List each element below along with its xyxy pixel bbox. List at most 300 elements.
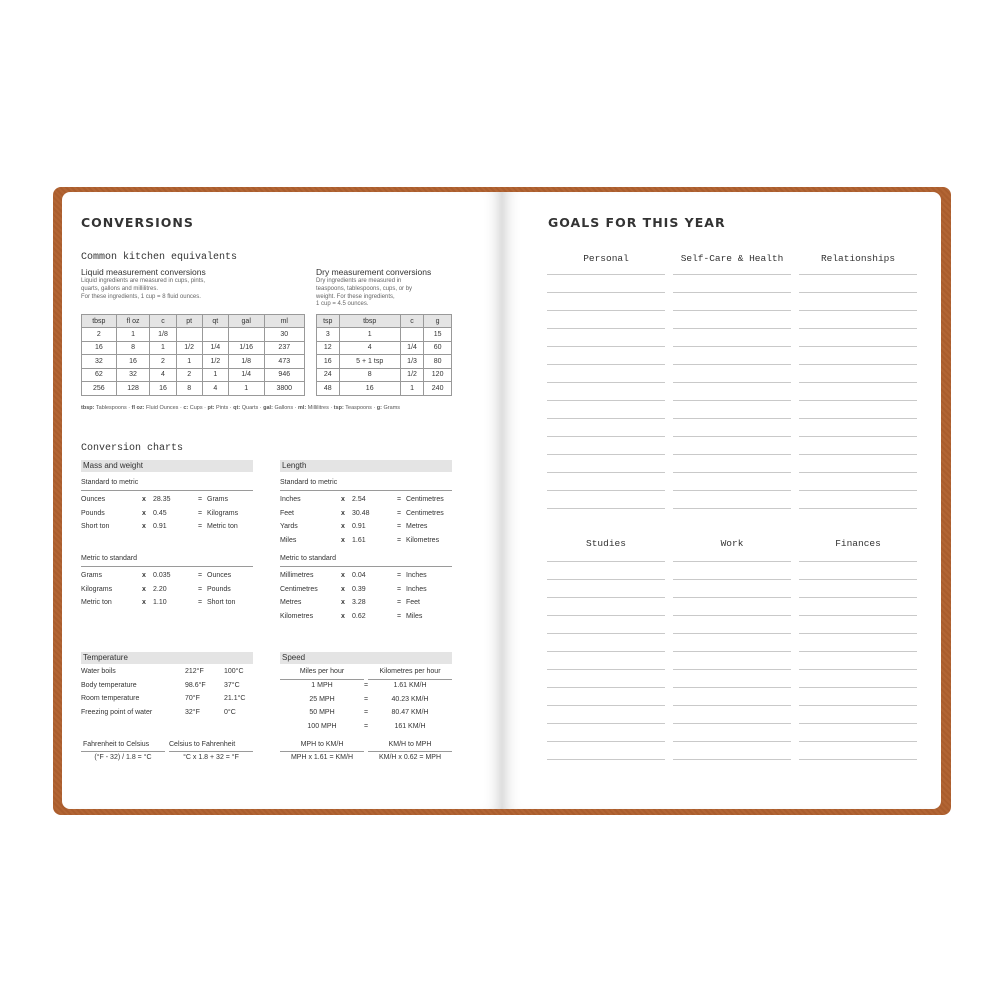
table-cell: 16 xyxy=(150,382,176,396)
note-line: Dry ingredients are measured in xyxy=(316,278,402,284)
legend-name: Grams xyxy=(382,405,401,411)
conversion-cell: Metric ton xyxy=(207,523,238,530)
goal-line[interactable] xyxy=(547,364,665,365)
speed-cell: = xyxy=(363,682,369,689)
goal-line[interactable] xyxy=(673,579,791,580)
table-cell: 1 xyxy=(228,382,264,396)
divider xyxy=(169,751,253,752)
speed-cell: 1.61 KM/H xyxy=(393,682,427,689)
legend-name: Teaspoons xyxy=(343,405,372,411)
goal-line[interactable] xyxy=(673,310,791,311)
conversion-cell: = xyxy=(397,599,402,606)
goal-line[interactable] xyxy=(673,400,791,401)
divider xyxy=(368,679,452,680)
table-cell: 1/4 xyxy=(228,368,264,382)
table-cell: 8 xyxy=(176,382,202,396)
temperature-cell: Room temperature xyxy=(81,695,140,703)
length-std-heading: Standard to metric xyxy=(280,479,338,486)
table-cell: 2 xyxy=(82,328,117,342)
goal-line[interactable] xyxy=(547,579,665,580)
conversion-cell: 30.48 xyxy=(352,509,370,517)
table-header-cell: c xyxy=(400,315,423,328)
goal-line[interactable] xyxy=(799,597,917,598)
temperature-cell: 0°C xyxy=(224,709,236,717)
table-header-cell: tbsp xyxy=(82,315,117,328)
table-cell: 24 xyxy=(317,368,340,382)
table-cell: 2 xyxy=(150,355,176,369)
table-row xyxy=(317,355,452,369)
table-cell: 48 xyxy=(317,382,340,396)
note-line: weight. For these ingredients, xyxy=(316,293,395,300)
table-row xyxy=(317,382,452,396)
note-line: For these ingredients, 1 cup = 8 fluid ounces. xyxy=(81,293,201,300)
goal-line[interactable] xyxy=(799,633,917,634)
legend-abbr: g: xyxy=(376,405,382,411)
left-page xyxy=(62,192,502,809)
table-header-cell: tbsp xyxy=(339,315,400,328)
conversion-cell: 0.62 xyxy=(352,612,366,620)
goal-line[interactable] xyxy=(799,508,917,509)
table-header-cell: c xyxy=(150,315,176,328)
goal-line[interactable] xyxy=(799,723,917,724)
goal-line[interactable] xyxy=(673,508,791,509)
conversion-cell: Short ton xyxy=(207,599,236,606)
conversion-cell: Pounds xyxy=(81,509,105,517)
divider xyxy=(280,566,452,567)
goal-line[interactable] xyxy=(673,633,791,634)
table-cell: 1 xyxy=(202,368,228,382)
table-cell: 120 xyxy=(424,368,452,382)
c2f-formula: °C x 1.8 + 32 = °F xyxy=(183,754,239,761)
table-cell: 4 xyxy=(339,341,400,355)
table-cell: 1 xyxy=(150,341,176,355)
speed-cell: = xyxy=(363,695,369,703)
goal-line[interactable] xyxy=(673,364,791,365)
table-cell: 1/2 xyxy=(202,355,228,369)
speed-cell: = xyxy=(363,709,369,717)
conversion-cell: = xyxy=(397,523,402,530)
conversion-cell: 2.54 xyxy=(352,496,366,503)
legend-separator: · xyxy=(293,405,298,411)
conversion-cell: 0.04 xyxy=(352,572,366,579)
goal-line[interactable] xyxy=(673,454,791,455)
goal-line[interactable] xyxy=(799,400,917,401)
table-header-cell: ml xyxy=(264,315,304,328)
conversion-cell: Inches xyxy=(406,572,427,579)
goal-line[interactable] xyxy=(547,508,665,509)
divider xyxy=(280,679,364,680)
table-cell xyxy=(176,328,202,342)
conversion-cell: x xyxy=(142,599,146,606)
table-cell: 1 xyxy=(116,328,150,342)
table-cell: 80 xyxy=(424,355,452,369)
goal-line[interactable] xyxy=(799,418,917,419)
goal-line[interactable] xyxy=(547,597,665,598)
goal-line[interactable] xyxy=(799,705,917,706)
goal-line[interactable] xyxy=(799,328,917,329)
f2c-formula: (°F - 32) / 1.8 = °C xyxy=(94,754,152,761)
goal-line[interactable] xyxy=(673,741,791,742)
conversion-cell: x xyxy=(341,509,345,517)
speed-heading: Speed xyxy=(280,652,452,664)
table-cell: 240 xyxy=(424,382,452,396)
goal-line[interactable] xyxy=(673,382,791,383)
conversion-cell: 0.91 xyxy=(352,523,366,530)
goal-line[interactable] xyxy=(547,687,665,688)
conversion-cell: 28.35 xyxy=(153,496,171,503)
dry-heading: Dry measurement conversions xyxy=(316,267,432,277)
table-header-cell: gal xyxy=(228,315,264,328)
liquid-heading: Liquid measurement conversions xyxy=(81,267,206,277)
conversion-cell: 0.035 xyxy=(153,572,171,579)
table-header-cell: g xyxy=(424,315,452,328)
table-cell: 1/8 xyxy=(150,328,176,342)
goal-heading-finances: Finances xyxy=(835,538,881,549)
table-row xyxy=(82,341,305,355)
m2k-heading: MPH to KM/H xyxy=(300,741,344,748)
goal-line[interactable] xyxy=(799,346,917,347)
legend-name: Gallons xyxy=(272,405,294,411)
legend-abbr: fl oz: xyxy=(131,405,145,411)
goal-line[interactable] xyxy=(547,759,665,760)
k2m-heading: KM/H to MPH xyxy=(388,741,432,748)
conversion-cell: 2.20 xyxy=(153,585,167,593)
page-title: GOALS FOR THIS YEAR xyxy=(548,215,726,230)
goal-line[interactable] xyxy=(799,436,917,437)
table-cell: 256 xyxy=(82,382,117,396)
table-cell: 12 xyxy=(317,341,340,355)
conversion-cell: 3.28 xyxy=(352,599,366,606)
conversion-cell: 1.61 xyxy=(352,536,366,544)
table-header-cell: qt xyxy=(202,315,228,328)
goal-line[interactable] xyxy=(547,472,665,473)
table-cell: 1/2 xyxy=(400,368,423,382)
table-cell: 62 xyxy=(82,368,117,382)
legend-separator: · xyxy=(371,405,377,411)
temperature-cell: Body temperature xyxy=(81,681,137,689)
table-row xyxy=(82,328,305,342)
speed-col-mph: Miles per hour xyxy=(299,668,345,675)
goal-line[interactable] xyxy=(673,328,791,329)
table-cell: 128 xyxy=(116,382,150,396)
legend-name: Tablespoons xyxy=(94,405,127,411)
conversion-cell: Kilograms xyxy=(81,585,113,593)
legend-name: Quarts xyxy=(240,405,259,411)
goal-line[interactable] xyxy=(673,274,791,275)
goal-heading-relationships: Relationships xyxy=(820,253,896,264)
note-line: Liquid ingredients are measured in cups, pints, xyxy=(81,278,206,284)
goal-line[interactable] xyxy=(547,418,665,419)
legend-name: Pints xyxy=(214,405,229,411)
goal-line[interactable] xyxy=(673,723,791,724)
table-cell xyxy=(400,328,423,342)
speed-cell: 80.47 KM/H xyxy=(391,709,429,717)
note-line: quarts, gallons and millilitres. xyxy=(81,285,159,292)
table-cell: 4 xyxy=(202,382,228,396)
note-line: 1 cup = 4.5 ounces. xyxy=(316,301,369,308)
conversion-cell: = xyxy=(198,599,203,606)
legend-abbr: tbsp: xyxy=(81,405,95,411)
goal-line[interactable] xyxy=(799,454,917,455)
conversion-cell: x xyxy=(341,599,345,606)
table-cell: 32 xyxy=(116,368,150,382)
legend-separator: · xyxy=(258,405,264,411)
table-cell: 1/16 xyxy=(228,341,264,355)
table-row xyxy=(82,355,305,369)
legend-abbr: qt: xyxy=(233,405,241,411)
conversion-cell: = xyxy=(397,612,402,620)
goal-line[interactable] xyxy=(547,651,665,652)
goal-line[interactable] xyxy=(673,705,791,706)
goal-line[interactable] xyxy=(799,274,917,275)
table-cell: 4 xyxy=(150,368,176,382)
goal-line[interactable] xyxy=(673,472,791,473)
length-heading: Length xyxy=(280,460,452,472)
table-cell: 237 xyxy=(264,341,304,355)
temperature-cell: 21.1°C xyxy=(224,695,246,703)
conversion-cell: Short ton xyxy=(81,523,110,530)
legend-abbr: ml: xyxy=(298,405,307,411)
table-cell: 3 xyxy=(317,328,340,342)
goal-line[interactable] xyxy=(799,759,917,760)
page-title: CONVERSIONS xyxy=(81,215,194,230)
legend-name: Millilitres xyxy=(306,405,329,411)
k2m-formula: KM/H x 0.62 = MPH xyxy=(378,754,442,761)
table-cell: 3800 xyxy=(264,382,304,396)
conversion-cell: Inches xyxy=(406,585,427,593)
table-cell: 2 xyxy=(176,368,202,382)
speed-cell: 50 MPH xyxy=(309,709,335,717)
divider xyxy=(81,490,253,491)
table-cell: 15 xyxy=(424,328,452,342)
temperature-heading: Temperature xyxy=(81,652,253,664)
goal-line[interactable] xyxy=(799,579,917,580)
conversion-cell: Centimetres xyxy=(280,585,318,593)
divider xyxy=(81,751,165,752)
conversion-cell: x xyxy=(142,496,146,503)
goal-line[interactable] xyxy=(799,490,917,491)
table-cell: 473 xyxy=(264,355,304,369)
table-cell: 16 xyxy=(82,341,117,355)
conversion-cell: x xyxy=(341,496,345,503)
conversion-cell: Metres xyxy=(406,523,428,530)
speed-cell: 1 MPH xyxy=(311,682,333,689)
goal-line[interactable] xyxy=(673,651,791,652)
conversion-cell: Kilograms xyxy=(207,509,239,517)
f2c-heading: Fahrenheit to Celsius xyxy=(83,741,150,748)
legend-abbr: gal: xyxy=(263,405,273,411)
conversion-cell: Miles xyxy=(280,536,297,544)
speed-col-kmh: Kilometres per hour xyxy=(379,668,441,675)
conversion-cell: = xyxy=(397,496,402,503)
conversion-cell: Pounds xyxy=(207,585,231,593)
legend-separator: · xyxy=(126,405,132,411)
table-row xyxy=(317,328,452,342)
legend-abbr: c: xyxy=(183,405,189,411)
legend-separator: · xyxy=(202,405,208,411)
charts-heading: Conversion charts xyxy=(81,443,184,454)
legend-separator: · xyxy=(328,405,334,411)
goal-line[interactable] xyxy=(547,615,665,616)
temperature-cell: 32°F xyxy=(185,709,200,717)
temperature-cell: 70°F xyxy=(185,695,200,703)
conversion-cell: 0.45 xyxy=(153,509,167,517)
conversion-cell: Feet xyxy=(406,599,421,606)
conversion-cell: = xyxy=(397,536,402,544)
table-cell: 60 xyxy=(424,341,452,355)
conversion-cell: = xyxy=(397,509,402,517)
table-header-cell: fl oz xyxy=(116,315,150,328)
conversion-cell: Metres xyxy=(280,599,302,606)
goal-line[interactable] xyxy=(547,328,665,329)
table-cell: 1 xyxy=(400,382,423,396)
dry-conversion-table xyxy=(316,314,452,396)
length-met-heading: Metric to standard xyxy=(280,555,337,562)
goal-line[interactable] xyxy=(799,669,917,670)
conversion-cell: = xyxy=(198,509,203,517)
goal-line[interactable] xyxy=(673,346,791,347)
goal-line[interactable] xyxy=(547,382,665,383)
goal-line[interactable] xyxy=(547,346,665,347)
goal-line[interactable] xyxy=(799,651,917,652)
table-row xyxy=(82,382,305,396)
table-cell: 32 xyxy=(82,355,117,369)
liquid-note xyxy=(81,278,205,301)
table-cell: 30 xyxy=(264,328,304,342)
legend-separator: · xyxy=(178,405,184,411)
abbreviation-legend xyxy=(81,405,400,411)
table-row xyxy=(317,341,452,355)
temperature-cell: Freezing point of water xyxy=(81,709,153,717)
conversion-cell: x xyxy=(341,572,345,579)
divider xyxy=(81,566,253,567)
table-row xyxy=(82,368,305,382)
legend-abbr: tsp: xyxy=(333,405,344,411)
divider xyxy=(280,490,452,491)
goal-line[interactable] xyxy=(673,615,791,616)
conversion-cell: x xyxy=(341,523,345,530)
legend-abbr: pt: xyxy=(207,405,215,411)
table-cell: 1/3 xyxy=(400,355,423,369)
table-cell: 1/4 xyxy=(400,341,423,355)
temperature-cell: 98.6°F xyxy=(185,681,206,689)
conversion-cell: 0.39 xyxy=(352,585,366,593)
legend-separator: · xyxy=(228,405,234,411)
conversion-cell: Yards xyxy=(280,523,298,530)
goal-line[interactable] xyxy=(673,687,791,688)
goal-line[interactable] xyxy=(799,687,917,688)
goal-line[interactable] xyxy=(547,669,665,670)
goal-line[interactable] xyxy=(673,292,791,293)
goal-line[interactable] xyxy=(673,561,791,562)
temperature-cell: 212°F xyxy=(185,668,204,675)
c2f-heading: Celsius to Fahrenheit xyxy=(169,741,236,748)
table-cell: 1 xyxy=(339,328,400,342)
goal-line[interactable] xyxy=(799,310,917,311)
conversion-cell: Kilometres xyxy=(280,612,314,620)
goal-line[interactable] xyxy=(799,561,917,562)
conversion-cell: 0.91 xyxy=(153,523,167,530)
conversion-cell: = xyxy=(397,585,402,593)
goal-line[interactable] xyxy=(547,633,665,634)
goal-line[interactable] xyxy=(547,741,665,742)
table-cell: 1/4 xyxy=(202,341,228,355)
table-cell: 16 xyxy=(317,355,340,369)
conversion-cell: Grams xyxy=(81,572,102,579)
divider xyxy=(368,751,452,752)
goal-line[interactable] xyxy=(799,615,917,616)
goal-heading-personal: Personal xyxy=(583,253,629,264)
goal-line[interactable] xyxy=(673,759,791,760)
table-cell: 5 + 1 tsp xyxy=(339,355,400,369)
goal-line[interactable] xyxy=(547,436,665,437)
goal-line[interactable] xyxy=(547,274,665,275)
conversion-cell: x xyxy=(142,572,146,579)
table-cell: 8 xyxy=(116,341,150,355)
goal-line[interactable] xyxy=(547,292,665,293)
goal-line[interactable] xyxy=(547,561,665,562)
goal-line[interactable] xyxy=(799,292,917,293)
conversion-cell: Grams xyxy=(207,496,228,503)
table-cell: 16 xyxy=(116,355,150,369)
table-cell: 8 xyxy=(339,368,400,382)
goal-line[interactable] xyxy=(547,705,665,706)
goal-heading-selfcare: Self-Care & Health xyxy=(680,253,784,264)
goal-line[interactable] xyxy=(673,597,791,598)
conversion-cell: Centimetres xyxy=(406,496,444,503)
conversion-cell: x xyxy=(142,523,146,530)
dry-note xyxy=(316,278,412,309)
conversion-cell: Ounces xyxy=(81,496,106,503)
goal-line[interactable] xyxy=(799,472,917,473)
goal-line[interactable] xyxy=(673,418,791,419)
goal-line[interactable] xyxy=(547,723,665,724)
conversion-cell: Feet xyxy=(280,509,295,517)
speed-cell: = xyxy=(363,723,369,731)
speed-cell: 25 MPH xyxy=(309,695,335,703)
speed-cell: 40.23 KM/H xyxy=(391,695,429,703)
table-row xyxy=(317,368,452,382)
goal-line[interactable] xyxy=(799,364,917,365)
conversion-cell: x xyxy=(142,585,146,593)
table-cell: 16 xyxy=(339,382,400,396)
table-cell: 946 xyxy=(264,368,304,382)
goal-line[interactable] xyxy=(547,490,665,491)
table-header-cell: pt xyxy=(176,315,202,328)
conversion-cell: = xyxy=(198,496,203,503)
table-cell xyxy=(202,328,228,342)
conversion-cell: Ounces xyxy=(207,572,232,579)
table-cell xyxy=(228,328,264,342)
conversion-cell: = xyxy=(198,523,203,530)
goal-line[interactable] xyxy=(799,741,917,742)
mass-met-heading: Metric to standard xyxy=(81,555,138,562)
goal-line[interactable] xyxy=(547,310,665,311)
conversion-cell: 1.10 xyxy=(153,599,167,606)
goal-line[interactable] xyxy=(673,436,791,437)
conversion-cell: = xyxy=(198,572,203,579)
liquid-conversion-table xyxy=(81,314,305,396)
goal-line[interactable] xyxy=(547,454,665,455)
goal-line[interactable] xyxy=(673,669,791,670)
goal-line[interactable] xyxy=(799,382,917,383)
temperature-cell: Water boils xyxy=(81,668,116,675)
goal-line[interactable] xyxy=(547,400,665,401)
conversion-cell: x xyxy=(341,612,345,620)
conversion-cell: Centimetres xyxy=(406,509,444,517)
table-header-cell: tsp xyxy=(317,315,340,328)
goal-line[interactable] xyxy=(673,490,791,491)
